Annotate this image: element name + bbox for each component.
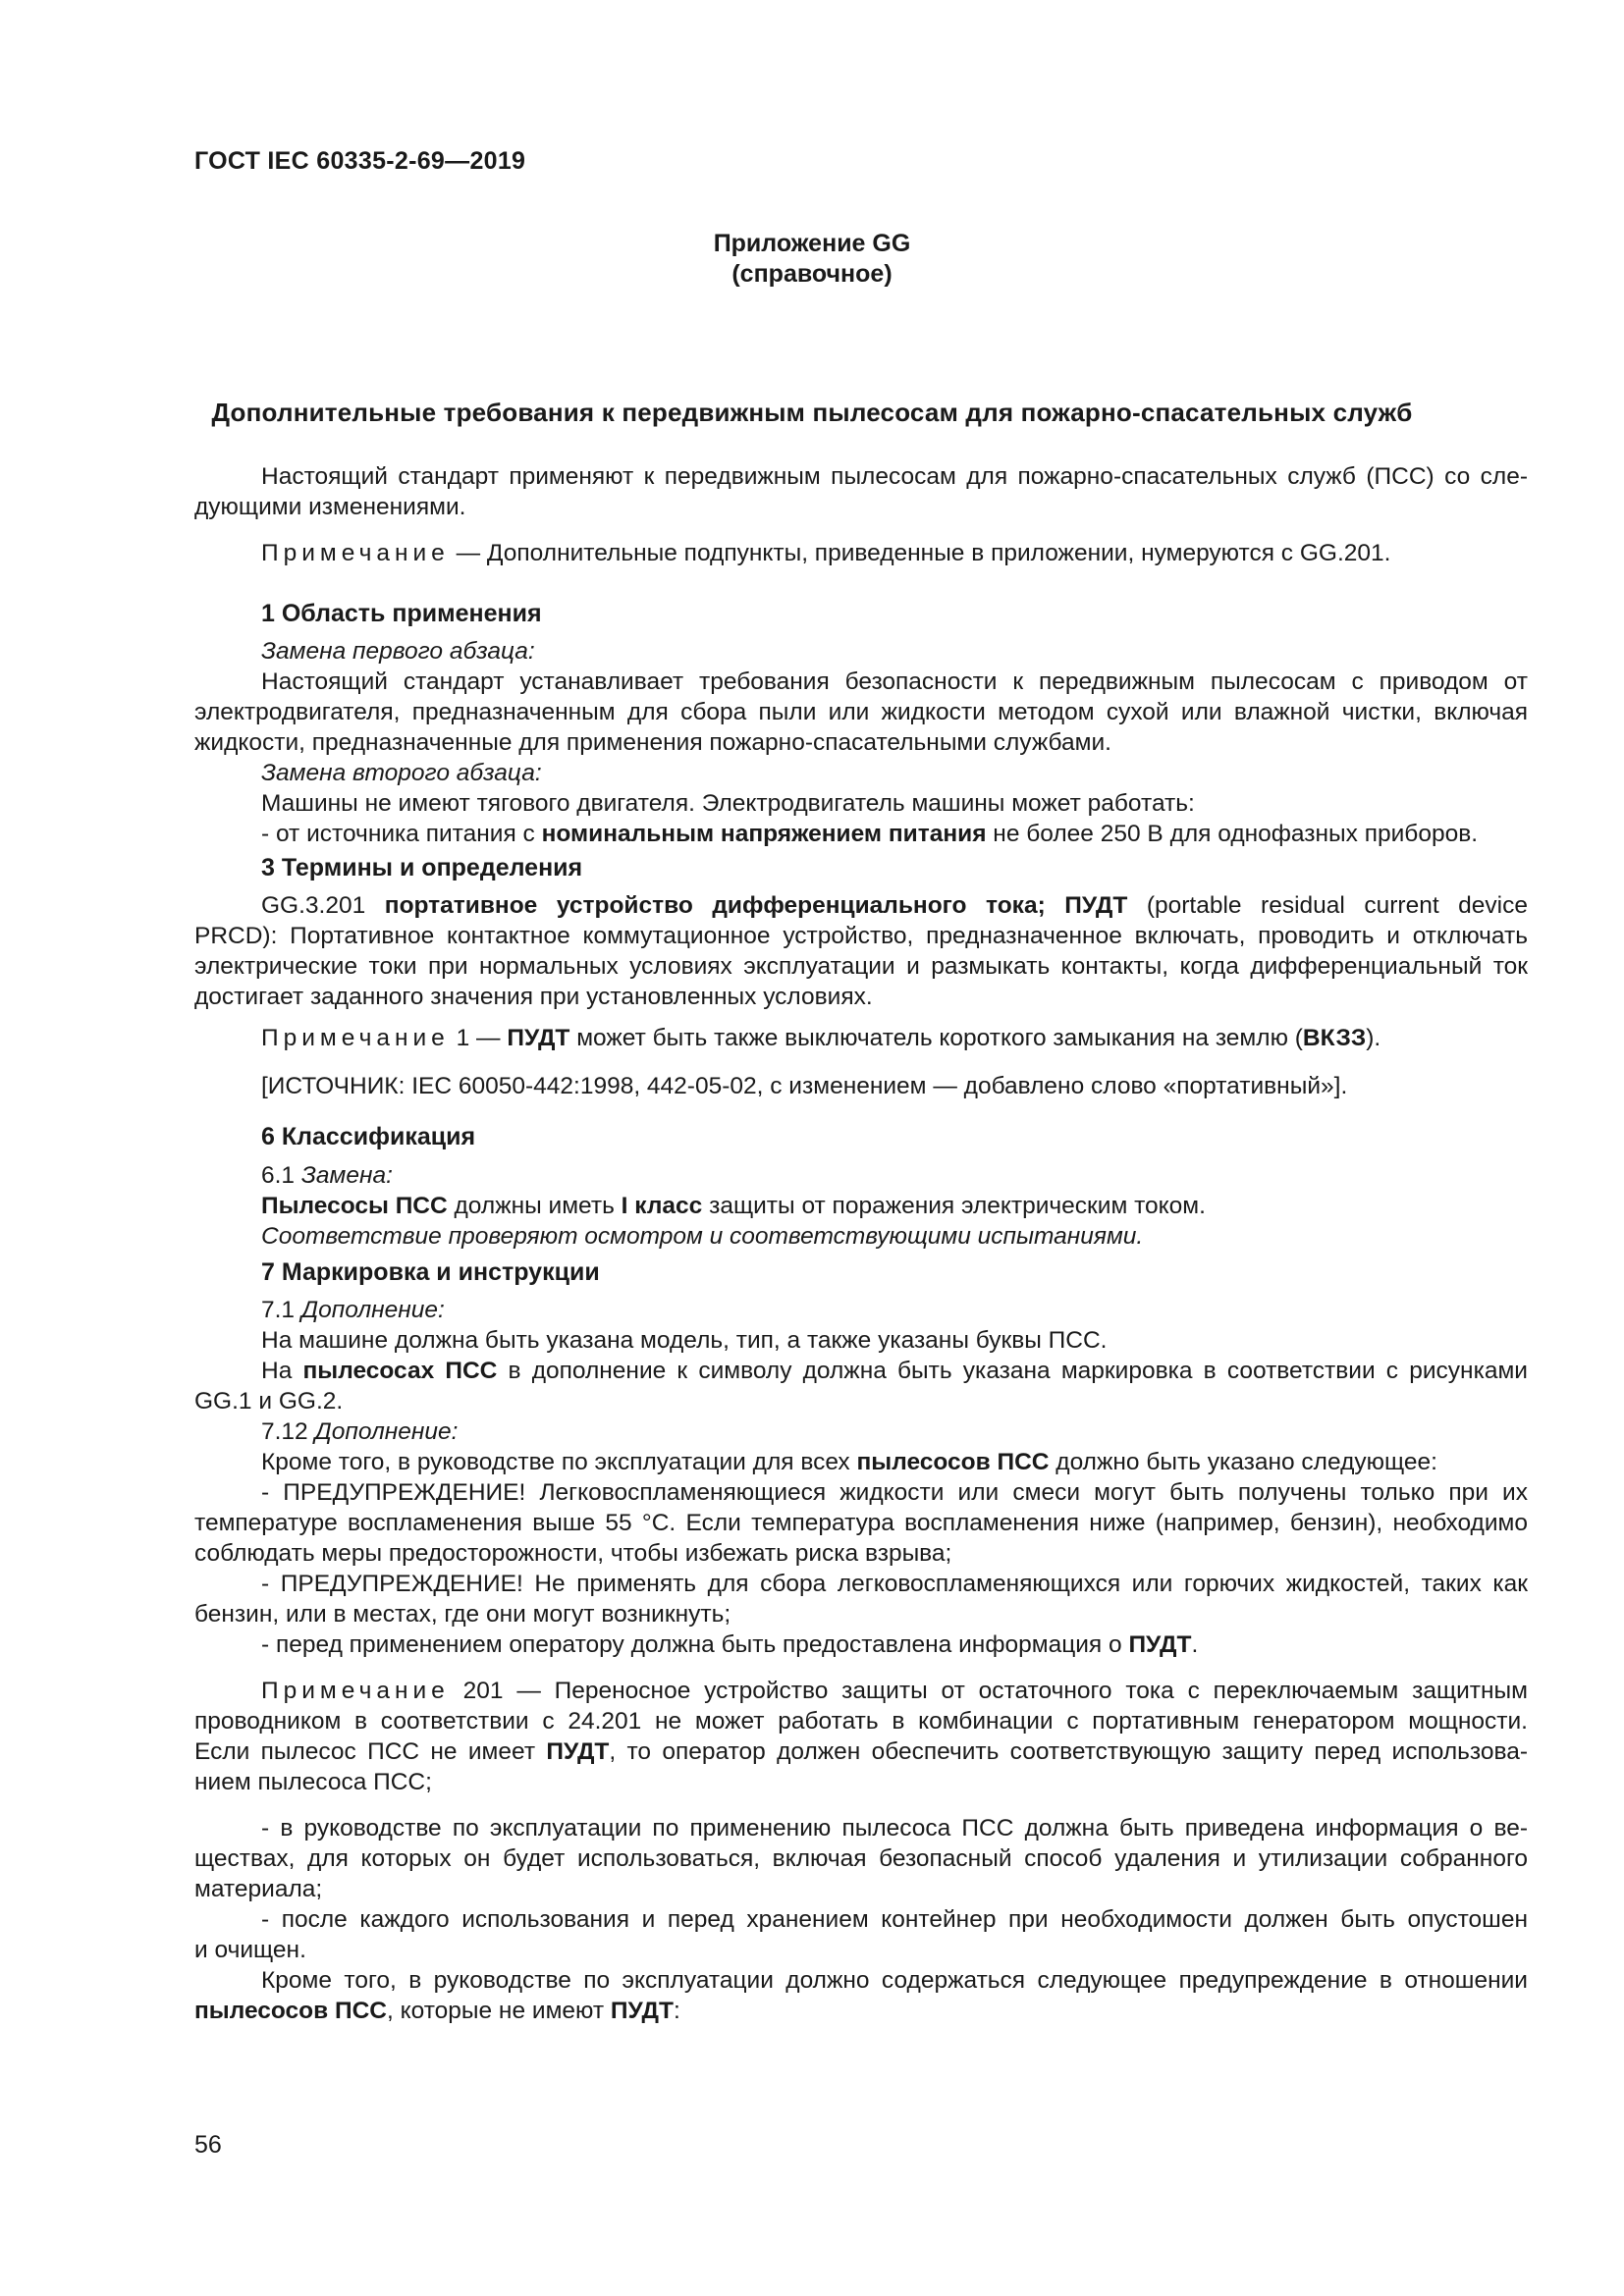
- final-para-line-1: Кроме того, в руководстве по эксплуатации должно содержаться следующее предупреждение в отношении: [261, 1967, 1528, 1994]
- text-run: - перед применением оператору должна быть предоставлена информация о: [261, 1631, 1129, 1658]
- s3-term-line-1: [261, 889, 1528, 922]
- s6-subclause: [261, 1159, 1528, 1192]
- bold-run: пылесосов ПСС: [856, 1449, 1050, 1475]
- text-run: , то оператор должен обеспечить соответствующую защиту перед использова-: [609, 1738, 1528, 1765]
- term-name: портативное устройство дифференциального тока; ПУДТ: [384, 892, 1128, 919]
- s3-term-line-4: достигает заданного значения при установленных условиях.: [194, 984, 873, 1010]
- text-run: (portable residual current device: [1127, 892, 1528, 919]
- bold-run: ПУДТ: [507, 1025, 570, 1051]
- s1-para-line-3: жидкости, предназначенные для применения пожарно-спасательными службами.: [194, 729, 1111, 756]
- note-label: Примечание: [261, 1678, 450, 1704]
- text-run: 201 — Переносное устройство защиты от остаточного тока с переключаемым защитным: [449, 1678, 1528, 1704]
- s1-replacement-2: Замена второго абзаца:: [261, 760, 542, 786]
- s7-para-2-line-2: GG.1 и GG.2.: [194, 1388, 344, 1415]
- s7-note-line-4: нием пылесоса ПСС;: [194, 1769, 432, 1795]
- bold-run: ПУДТ: [546, 1738, 610, 1765]
- bold-run: номинальным напряжением питания: [541, 821, 987, 847]
- s3-source: [ИСТОЧНИК: IEC 60050-442:1998, 442-05-02, с изменением — добавлено слово «портативный»].: [261, 1073, 1348, 1099]
- item-1-line-2: ществах, для которых он будет использоваться, включая безопасный способ удаления и утилизации собранного: [194, 1845, 1528, 1872]
- bold-run: I класс: [621, 1193, 703, 1219]
- bold-run: ПУДТ: [1128, 1631, 1192, 1658]
- term-number: GG.3.201: [261, 892, 385, 919]
- standard-code: ГОСТ IEC 60335-2-69—2019: [194, 147, 526, 175]
- text-run: :: [673, 1998, 680, 2024]
- text-run: в дополнение к символу должна быть указана маркировка в соответствии с рисунками: [497, 1358, 1528, 1384]
- note-text: — Дополнительные подпункты, приведенные в приложении, нумеруются с GG.201.: [449, 540, 1391, 566]
- text-run: Если пылесос ПСС не имеет: [194, 1738, 547, 1765]
- s7-para-3: [261, 1446, 1528, 1478]
- final-para-line-2: [194, 1995, 1528, 2027]
- item-1-line-3: материала;: [194, 1876, 323, 1902]
- text-run: не более 250 В для однофазных приборов.: [986, 821, 1479, 847]
- appendix-title: Приложение GG: [713, 230, 911, 257]
- section-7-heading: 7 Маркировка и инструкции: [261, 1258, 600, 1286]
- section-1-heading: 1 Область применения: [261, 600, 542, 627]
- clause-number: 7.12: [261, 1418, 315, 1445]
- s7-para-2-line-1: [261, 1355, 1528, 1387]
- s7-note-line-2: проводником в соответствии с 24.201 не может работать в комбинации с портативным генератором мощности.: [194, 1708, 1528, 1735]
- intro-note: [261, 537, 1528, 569]
- s7-para-1: На машине должна быть указана модель, тип, а также указаны буквы ПСС.: [261, 1327, 1108, 1354]
- item-2-line-2: и очищен.: [194, 1937, 306, 1963]
- item-2-line-1: - после каждого использования и перед хранением контейнер при необходимости должен быть опустошен: [261, 1906, 1528, 1933]
- clause-number: 7.1: [261, 1297, 301, 1323]
- text-run: должны иметь: [447, 1193, 622, 1219]
- clause-label: Дополнение:: [300, 1297, 445, 1323]
- s3-note: [261, 1022, 1528, 1054]
- note-label: Примечание: [261, 540, 450, 566]
- s3-term-line-3: электрические токи при нормальных условиях эксплуатации и размыкать контакты, когда дифференциальный ток: [194, 953, 1528, 980]
- item-1-line-1: - в руководстве по эксплуатации по применению пылесоса ПСС должна быть приведена информация о ве-: [261, 1815, 1528, 1842]
- intro-line-1: Настоящий стандарт применяют к передвижным пылесосам для пожарно-спасательных служб (ПСС) со сле-: [261, 463, 1528, 490]
- clause-label: Дополнение:: [314, 1418, 459, 1445]
- warning-3: [261, 1629, 1528, 1661]
- bold-run: Пылесосы ПСС: [261, 1193, 448, 1219]
- text-run: - от источника питания с: [261, 821, 542, 847]
- s1-para-line-4: Машины не имеют тягового двигателя. Электродвигатель машины может работать:: [261, 790, 1195, 817]
- warning-2-line-2: бензин, или в местах, где они могут возникнуть;: [194, 1601, 731, 1628]
- s3-term-line-2: PRCD): Портативное контактное коммутационное устройство, предназначенное включать, проводить и отключать: [194, 923, 1528, 949]
- warning-1-line-1: - ПРЕДУПРЕЖДЕНИЕ! Легковоспламеняющиеся жидкости или смеси могут быть получены только при их: [261, 1479, 1528, 1506]
- s7-note-line-1: [261, 1675, 1528, 1707]
- text-run: Кроме того, в руководстве по эксплуатации для всех: [261, 1449, 857, 1475]
- s1-bullet-1: [261, 818, 1528, 850]
- text-run: 1 —: [449, 1025, 508, 1051]
- clause-label: Замена:: [300, 1162, 393, 1189]
- s1-para-line-1: Настоящий стандарт устанавливает требования безопасности к передвижным пылесосам с приводом от: [261, 668, 1528, 695]
- appendix-subtitle: (справочное): [731, 260, 893, 288]
- section-3-heading: 3 Термины и определения: [261, 854, 583, 881]
- s7-note-line-3: [194, 1735, 1528, 1768]
- bold-run: ВКЗЗ: [1302, 1025, 1367, 1051]
- text-run: защиты от поражения электрическим током.: [702, 1193, 1206, 1219]
- appendix-main-title: Дополнительные требования к передвижным пылесосам для пожарно-спасательных служб: [211, 398, 1413, 427]
- page-number: 56: [194, 2131, 222, 2159]
- text-run: На: [261, 1358, 303, 1384]
- note-label: Примечание: [261, 1025, 450, 1051]
- text-run: может быть также выключатель короткого замыкания на землю (: [569, 1025, 1303, 1051]
- text-run: .: [1191, 1631, 1199, 1658]
- text-run: ).: [1366, 1025, 1381, 1051]
- bold-run: пылесосов ПСС: [194, 1998, 387, 2024]
- warning-2-line-1: - ПРЕДУПРЕЖДЕНИЕ! Не применять для сбора легковоспламеняющихся или горючих жидкостей, таких как: [261, 1571, 1528, 1597]
- text-run: должно быть указано следующее:: [1049, 1449, 1437, 1475]
- warning-1-line-3: соблюдать меры предосторожности, чтобы избежать риска взрыва;: [194, 1540, 952, 1567]
- s7-subclause-1: [261, 1294, 1528, 1326]
- bold-run: ПУДТ: [610, 1998, 674, 2024]
- intro-line-2: дующими изменениями.: [194, 494, 466, 520]
- text-run: , которые не имеют: [387, 1998, 611, 2024]
- s7-subclause-2: [261, 1415, 1528, 1448]
- s1-para-line-2: электродвигателя, предназначенным для сбора пыли или жидкости методом сухой или влажной чистки, включая: [194, 699, 1528, 725]
- s6-para: [261, 1190, 1528, 1222]
- s1-replacement-1: Замена первого абзаца:: [261, 638, 535, 665]
- section-6-heading: 6 Классификация: [261, 1123, 476, 1150]
- clause-number: 6.1: [261, 1162, 301, 1189]
- warning-1-line-2: температуре воспламенения выше 55 °С. Если температура воспламенения ниже (например, бензин), необходимо: [194, 1510, 1528, 1536]
- s6-compliance-check: Соответствие проверяют осмотром и соответствующими испытаниями.: [261, 1223, 1144, 1250]
- bold-run: пылесосах ПСС: [302, 1358, 498, 1384]
